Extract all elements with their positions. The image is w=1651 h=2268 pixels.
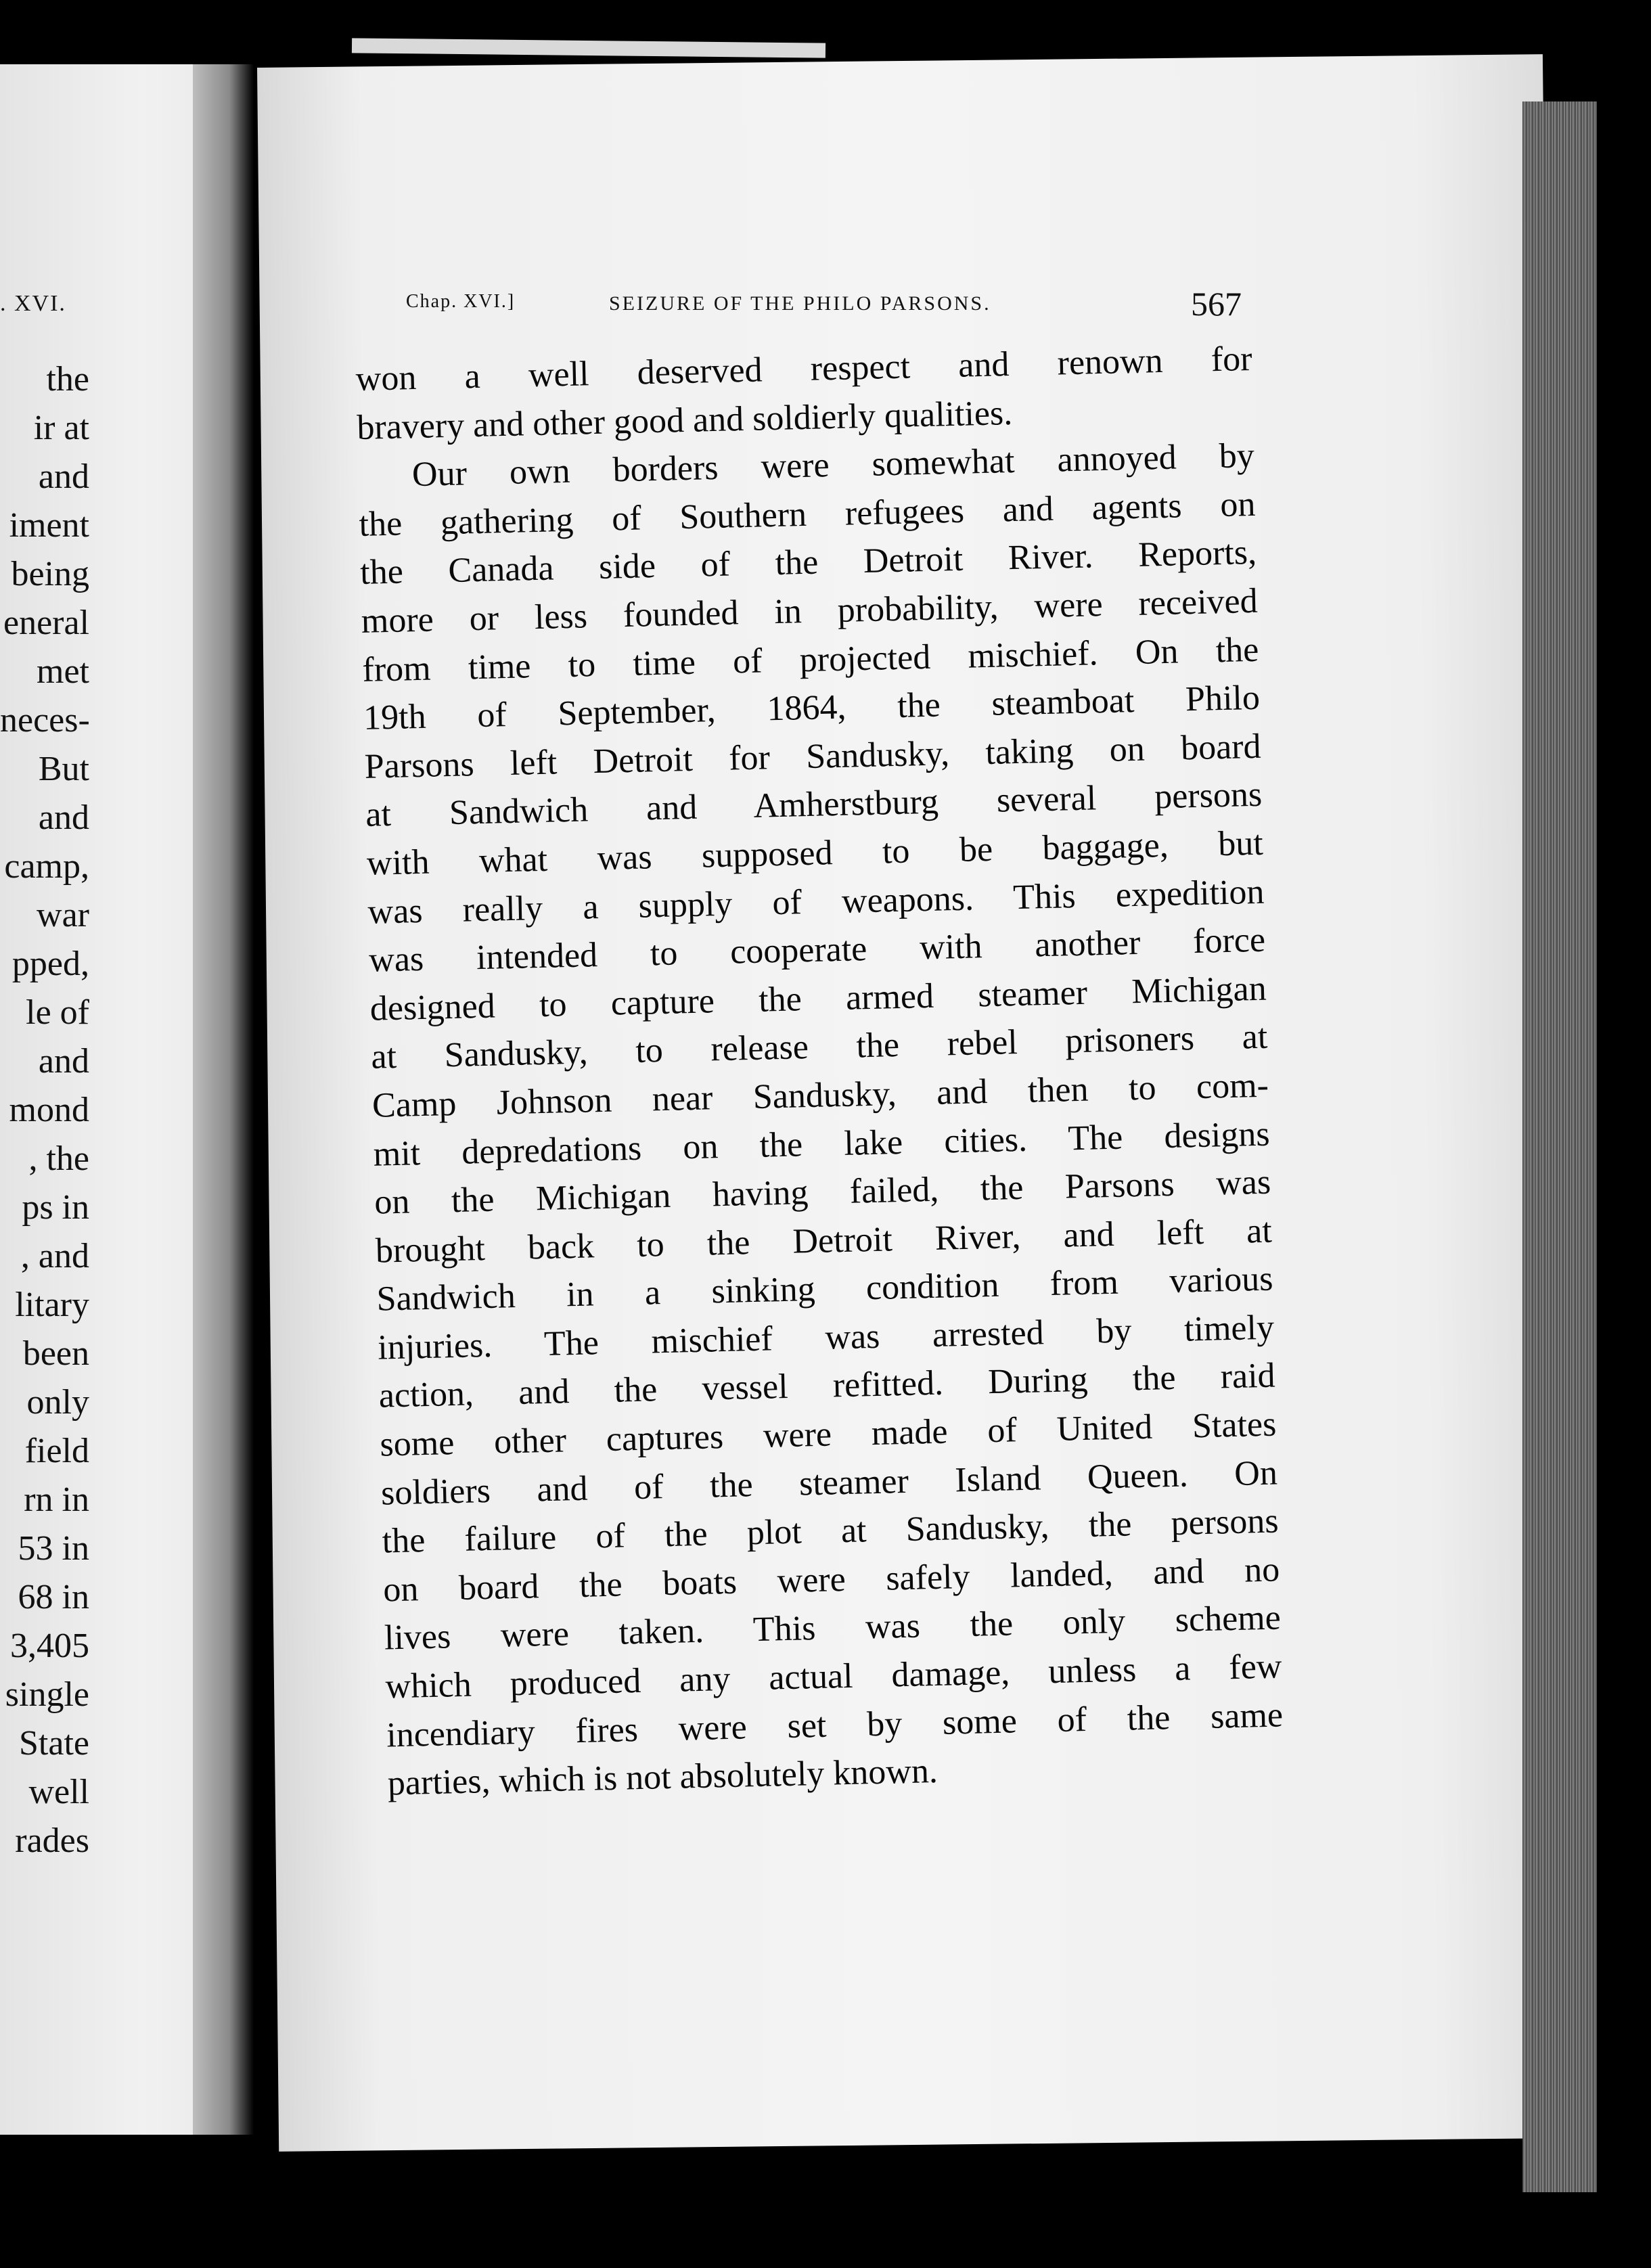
text-line: the failure of the plot at Sandusky, the persons	[382, 1501, 1280, 1561]
text-line: which produced any actual damage, unless a few	[385, 1647, 1282, 1706]
text-line: designed to capture the armed steamer Michigan	[369, 969, 1267, 1028]
left-text-line: being	[11, 555, 89, 593]
text-line: was intended to cooperate with another force	[368, 920, 1266, 980]
left-text-line: 3,405	[10, 1627, 89, 1665]
left-text-line: the	[46, 360, 89, 399]
left-text-line: single	[5, 1675, 89, 1714]
left-text-line: State	[19, 1724, 89, 1763]
text-line: was really a supply of weapons. This expedition	[367, 872, 1265, 932]
left-text-line: war	[37, 896, 89, 934]
left-text-line: been	[22, 1334, 89, 1373]
left-text-line: well	[28, 1773, 89, 1811]
left-text-line: But	[38, 750, 89, 788]
text-line: action, and the vessel refitted. During the raid	[378, 1357, 1276, 1416]
bookmark-strip	[352, 38, 826, 58]
left-text-line: rades	[15, 1821, 89, 1860]
text-line: the gathering of Southern refugees and agents on	[359, 484, 1256, 544]
text-line: soldiers and of the steamer Island Queen. On	[380, 1453, 1278, 1513]
text-line: at Sandwich and Amherstburg several persons	[365, 775, 1263, 835]
left-text-line: eneral	[3, 604, 89, 642]
text-line: with what was supposed to be baggage, but	[366, 823, 1264, 883]
left-page-text	[0, 355, 89, 1865]
left-text-line: mond	[9, 1091, 89, 1129]
book-gutter	[193, 64, 254, 2135]
text-line: lives were taken. This was the only scheme	[384, 1598, 1282, 1658]
left-text-line: ps in	[22, 1188, 89, 1227]
left-text-line: litary	[15, 1286, 89, 1324]
text-line: Sandwich in a sinking condition from various	[376, 1259, 1273, 1319]
left-text-line: met	[37, 652, 89, 691]
left-text-line: rn in	[24, 1480, 89, 1519]
running-header	[406, 284, 1252, 332]
text-line: Parsons left Detroit for Sandusky, taking on board	[364, 727, 1262, 786]
text-line: brought back to the Detroit River, and left at	[375, 1211, 1273, 1271]
left-text-line: only	[26, 1383, 89, 1422]
left-text-line: 68 in	[18, 1578, 89, 1616]
left-text-line: 53 in	[18, 1529, 89, 1568]
text-line: incendiary fires were set by some of the same	[386, 1696, 1284, 1755]
text-line: mit depredations on the lake cities. The designs	[373, 1114, 1271, 1174]
left-text-line: and	[38, 1042, 89, 1081]
left-text-line: le of	[26, 993, 89, 1032]
running-title: SEIZURE OF THE PHILO PARSONS.	[609, 292, 991, 315]
page-edges	[1522, 101, 1597, 2192]
left-page-header: . XVI.	[0, 291, 66, 316]
left-text-line: iment	[9, 506, 89, 545]
left-text-line: , the	[28, 1139, 89, 1178]
text-line: on the Michigan having failed, the Parsons was	[374, 1162, 1271, 1222]
left-text-line: neces-	[0, 701, 90, 740]
left-text-line: ir at	[33, 409, 89, 447]
left-text-line: pped,	[12, 945, 89, 983]
text-line: from time to time of projected mischief. On the	[361, 630, 1259, 689]
text-line: won a well deserved respect and renown for	[355, 339, 1253, 399]
text-line: more or less founded in probability, were received	[361, 581, 1259, 641]
left-text-line: and	[38, 457, 89, 496]
text-line: 19th of September, 1864, the steamboat Philo	[363, 678, 1261, 738]
text-line: bravery and other good and soldierly qualities.	[356, 393, 1013, 447]
left-text-line: , and	[20, 1237, 89, 1275]
page-number: 567	[1191, 285, 1242, 323]
text-line: injuries. The mischief was arrested by timely	[377, 1308, 1275, 1367]
body-text	[355, 335, 1284, 1808]
left-text-line: and	[38, 798, 89, 837]
text-line: Our own borders were somewhat annoyed by	[411, 436, 1255, 495]
left-text-line: field	[24, 1432, 89, 1470]
left-text-line: camp,	[4, 847, 89, 886]
text-line: some other captures were made of United States	[379, 1405, 1277, 1464]
text-line: Camp Johnson near Sandusky, and then to com-	[371, 1066, 1269, 1125]
text-line: the Canada side of the Detroit River. Reports,	[359, 533, 1257, 593]
text-line: parties, which is not absolutely known.	[387, 1752, 938, 1803]
text-line: on board the boats were safely landed, and no	[382, 1550, 1280, 1610]
text-line: at Sandusky, to release the rebel prisoners at	[370, 1017, 1268, 1077]
chapter-label: Chap. XVI.]	[406, 291, 516, 312]
